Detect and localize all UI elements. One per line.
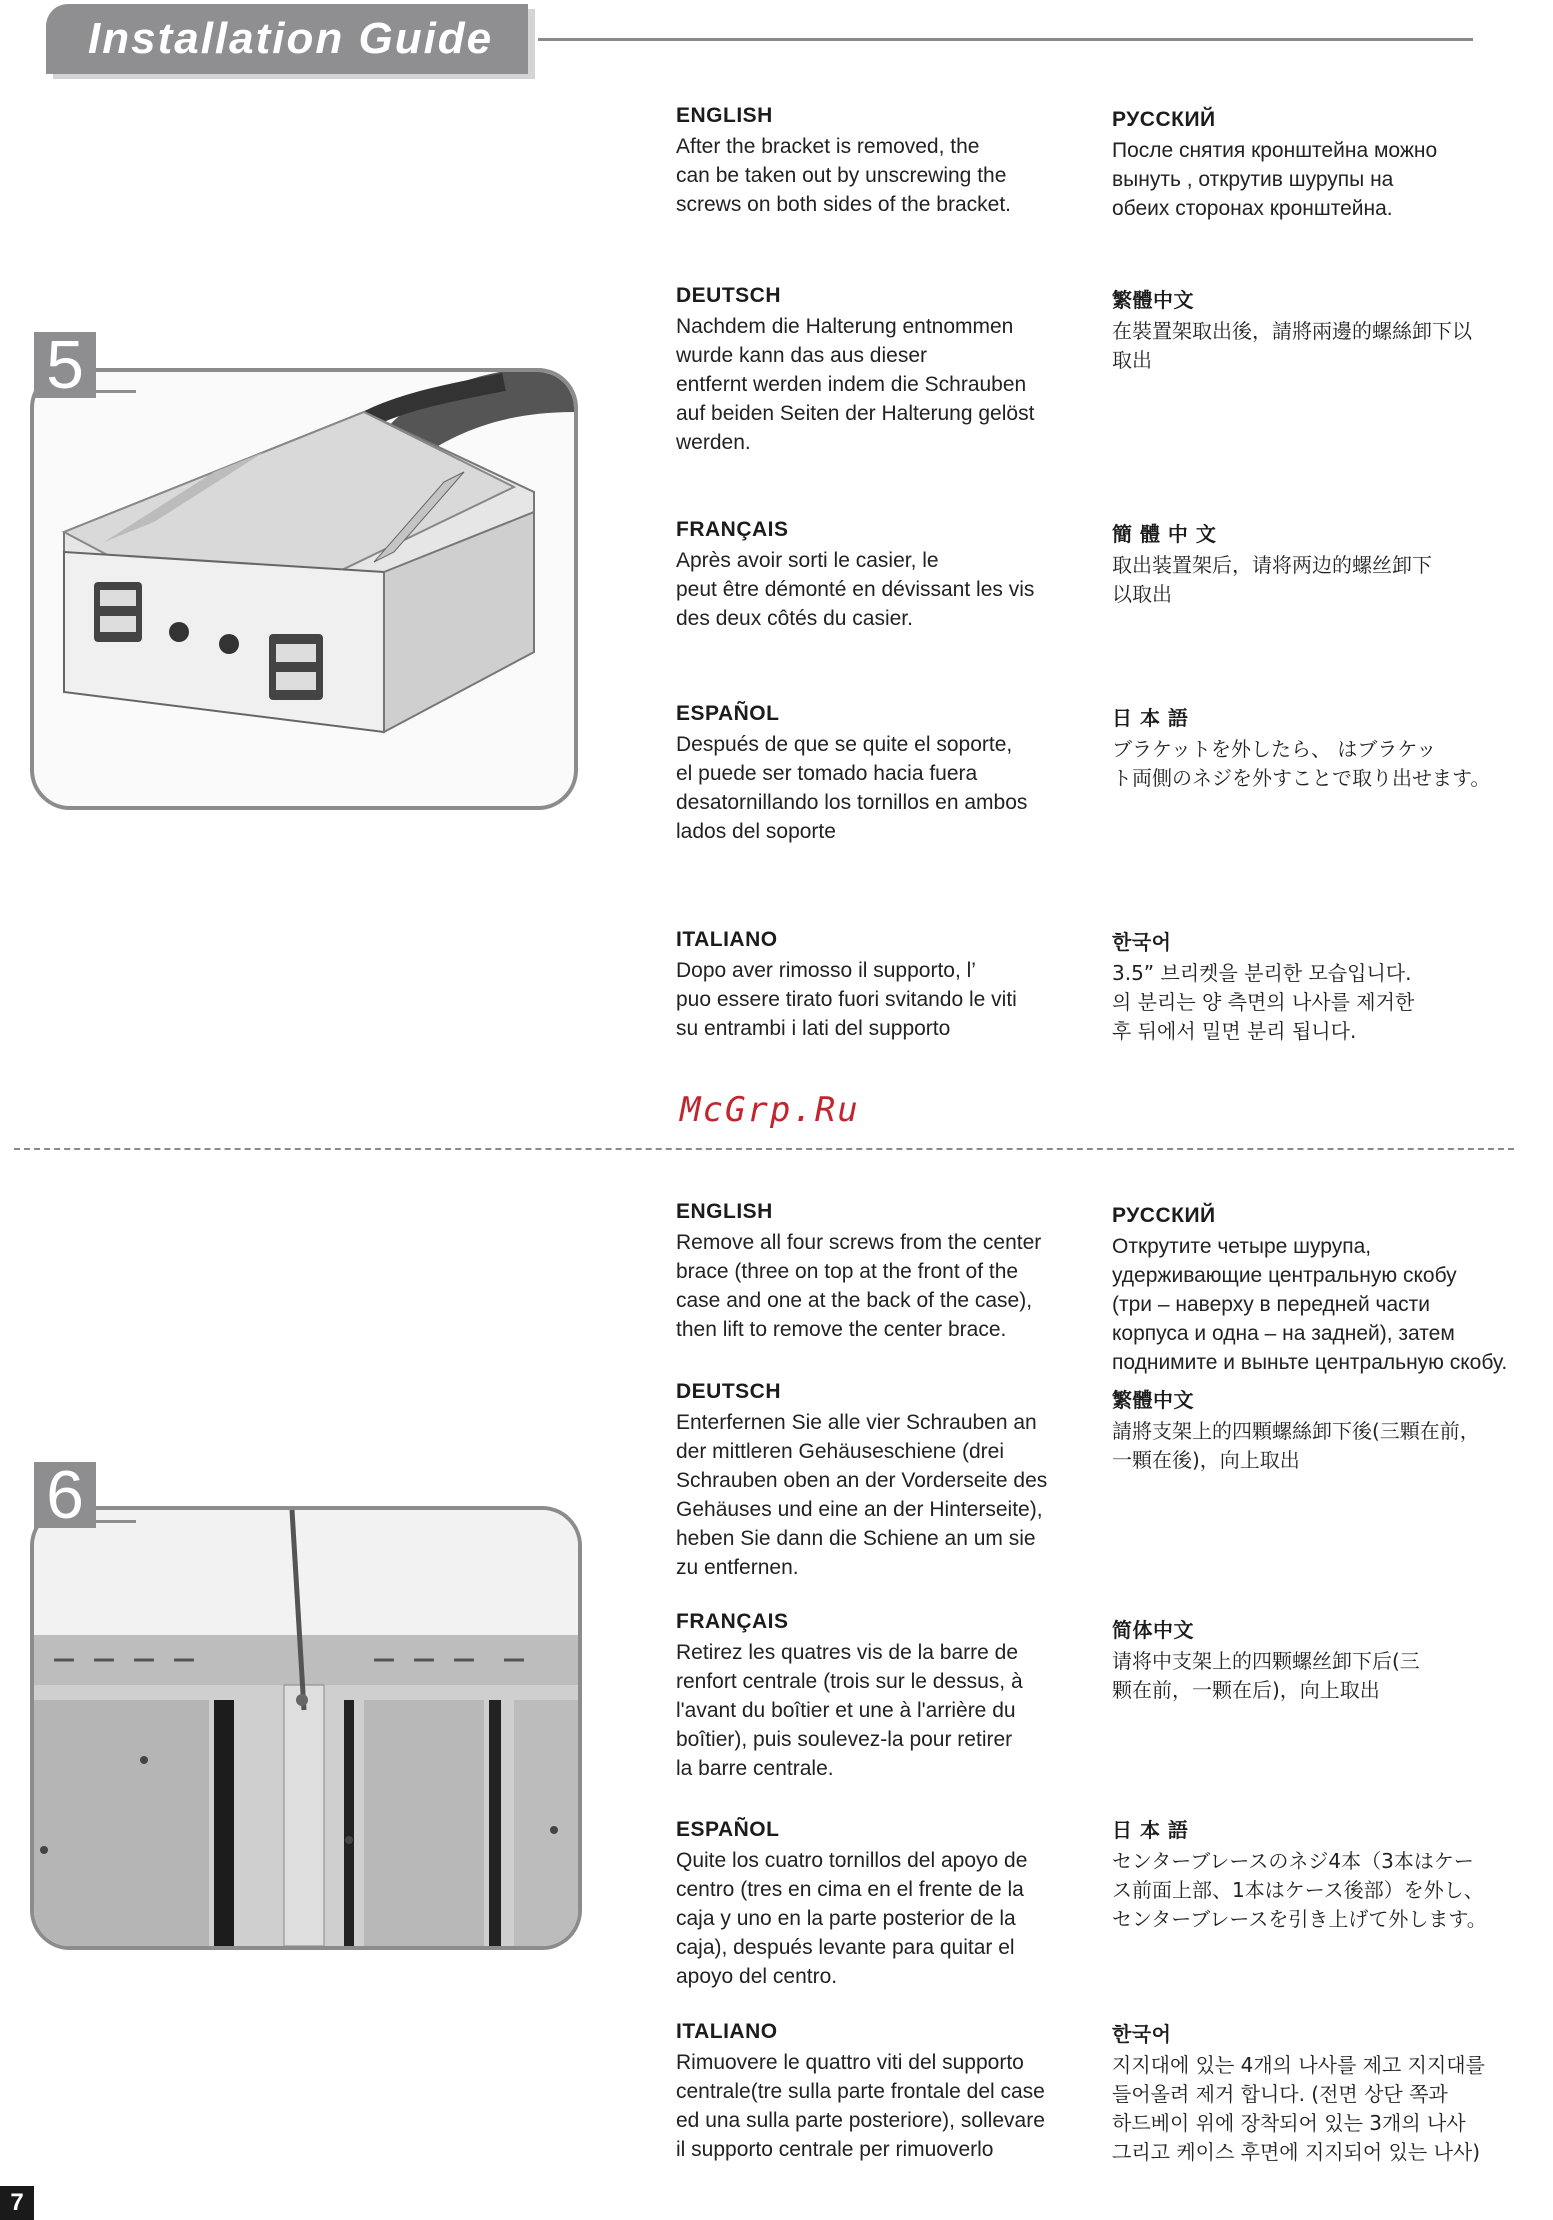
lang-heading: 日 本 語	[1112, 1818, 1189, 1842]
instruction-text: Rimuovere le quattro viti del supporto centrale(tre sulla parte frontale del case ed una sulla parte posteriore), sollevare il supporto centrale per rimuoverlo	[676, 2051, 1045, 2161]
step5-ja	[1112, 702, 1552, 793]
step5-image-frame	[30, 368, 578, 810]
step6-fr	[676, 1610, 1086, 1783]
instruction-text: 請將支架上的四顆螺絲卸下後(三顆在前， 一顆在後)，向上取出	[1112, 1419, 1480, 1472]
center-brace-illustration	[34, 1510, 578, 1946]
step5-zh-cn	[1112, 518, 1542, 609]
header-rule	[538, 38, 1473, 41]
lang-heading: ESPAÑOL	[676, 702, 780, 725]
lang-heading: РУССКИЙ	[1112, 1204, 1216, 1227]
step6-de	[676, 1380, 1086, 1582]
instruction-text: ブラケットを外したら、 はブラケッ ト両側のネジを外すことで取り出せます。	[1112, 737, 1491, 790]
lang-heading: ENGLISH	[676, 104, 773, 127]
step5-it	[676, 928, 1086, 1043]
page-title: Installation Guide	[88, 14, 494, 63]
lang-heading: 한국어	[1112, 2022, 1172, 2046]
lang-heading: ENGLISH	[676, 1200, 773, 1223]
section-divider	[14, 1148, 1514, 1150]
instruction-text: Después de que se quite el soporte, el puede ser tomado hacia fuera desatornillando los tornillos en ambos lados del soporte	[676, 733, 1028, 843]
step5-number: 5	[34, 332, 96, 398]
lang-heading: 한국어	[1112, 930, 1172, 954]
step5-ru	[1112, 108, 1542, 223]
step6-ru	[1112, 1204, 1542, 1377]
lang-heading: 简体中文	[1112, 1618, 1194, 1642]
instruction-text: Retirez les quatres vis de la barre de renfort centrale (trois sur le dessus, à l'avant du boîtier et une à l'arrière du boîtier), puis soulevez-la pour retirer la barre centrale.	[676, 1641, 1023, 1780]
step6-number: 6	[34, 1462, 96, 1528]
lang-heading: ITALIANO	[676, 928, 778, 951]
step5-es	[676, 702, 1086, 846]
step6-it	[676, 2020, 1086, 2164]
instruction-text: Quite los cuatro tornillos del apoyo de centro (tres en cima en el frente de la caja y uno en la parte posterior de la caja), después levante para quitar el apoyo del centro.	[676, 1849, 1028, 1988]
lang-heading: FRANÇAIS	[676, 518, 789, 541]
instruction-text: 请将中支架上的四颗螺丝卸下后(三 颗在前，一颗在后)，向上取出	[1112, 1649, 1420, 1702]
instruction-text: 在裝置架取出後，請將兩邊的螺絲卸下以 取出	[1112, 319, 1472, 372]
instruction-text: После снятия кронштейна можно вынуть , открутив шурупы на обеих сторонах кронштейна.	[1112, 139, 1438, 220]
watermark: McGrp.Ru	[680, 1090, 860, 1130]
lang-heading: DEUTSCH	[676, 284, 782, 307]
lang-heading: DEUTSCH	[676, 1380, 782, 1403]
page-number: 7	[0, 2186, 34, 2220]
lang-heading: 繁體中文	[1112, 1388, 1194, 1412]
instruction-text: Enterfernen Sie alle vier Schrauben an der mittleren Gehäuseschiene (drei Schrauben oben an der Vorderseite des Gehäuses und eine an der Hinterseite), heben Sie dann die Schiene an um sie zu entfernen.	[676, 1411, 1048, 1579]
step5-ko	[1112, 926, 1552, 1046]
instruction-text: Remove all four screws from the center brace (three on top at the front of the case and one at the back of the case), then lift to remove the center brace.	[676, 1231, 1042, 1341]
step6-en	[676, 1200, 1086, 1344]
step5-en	[676, 104, 1086, 219]
lang-heading: 繁體中文	[1112, 288, 1194, 312]
instruction-text: センターブレースのネジ4本（3本はケー ス前面上部、1本はケース後部）を外し、 センターブレースを引き上げて外します。	[1112, 1849, 1487, 1931]
step5-zh-tw	[1112, 284, 1542, 375]
step5-fr	[676, 518, 1086, 633]
instruction-text: Après avoir sorti le casier, le peut être démonté en dévissant les vis des deux côtés du casier.	[676, 549, 1035, 630]
lang-heading: 日 本 語	[1112, 706, 1189, 730]
instruction-text: 지지대에 있는 4개의 나사를 제고 지지대를 들어올려 제거 합니다. (전면 상단 쪽과 하드베이 위에 장착되어 있는 3개의 나사 그리고 케이스 후면에 지지되어 있는 나사)	[1112, 2053, 1485, 2164]
lang-heading: ESPAÑOL	[676, 1818, 780, 1841]
instruction-text: Dopo aver rimosso il supporto, l’ puo essere tirato fuori svitando le viti su entrambi i lati del supporto	[676, 959, 1017, 1040]
instruction-text: 取出装置架后，请将两边的螺丝卸下 以取出	[1112, 553, 1432, 606]
lang-heading: РУССКИЙ	[1112, 108, 1216, 131]
step6-ko	[1112, 2018, 1552, 2167]
step6-image-frame	[30, 1506, 582, 1950]
lang-heading: 簡 體 中 文	[1112, 522, 1217, 546]
instruction-text: After the bracket is removed, the can be taken out by unscrewing the screws on both sides of the bracket.	[676, 135, 1012, 216]
instruction-text: Открутите четыре шурупа, удерживающие центральную скобу (три – наверху в передней части корпуса и одна – на задней), затем поднимите и выньте центральную скобу.	[1112, 1235, 1508, 1374]
step6-zh-tw	[1112, 1384, 1552, 1475]
lang-heading: FRANÇAIS	[676, 1610, 789, 1633]
step5-de	[676, 284, 1086, 457]
step6-zh-cn	[1112, 1614, 1552, 1705]
step6-es	[676, 1818, 1086, 1991]
instruction-text: Nachdem die Halterung entnommen wurde kann das aus dieser entfernt werden indem die Schrauben auf beiden Seiten der Halterung gelöst werden.	[676, 315, 1035, 454]
instruction-text: 3.5” 브리켓을 분리한 모습입니다. 의 분리는 양 측면의 나사를 제거한 후 뒤에서 밀면 분리 됩니다.	[1112, 961, 1415, 1043]
bracket-illustration	[34, 372, 574, 806]
step6-ja	[1112, 1814, 1552, 1934]
lang-heading: ITALIANO	[676, 2020, 778, 2043]
